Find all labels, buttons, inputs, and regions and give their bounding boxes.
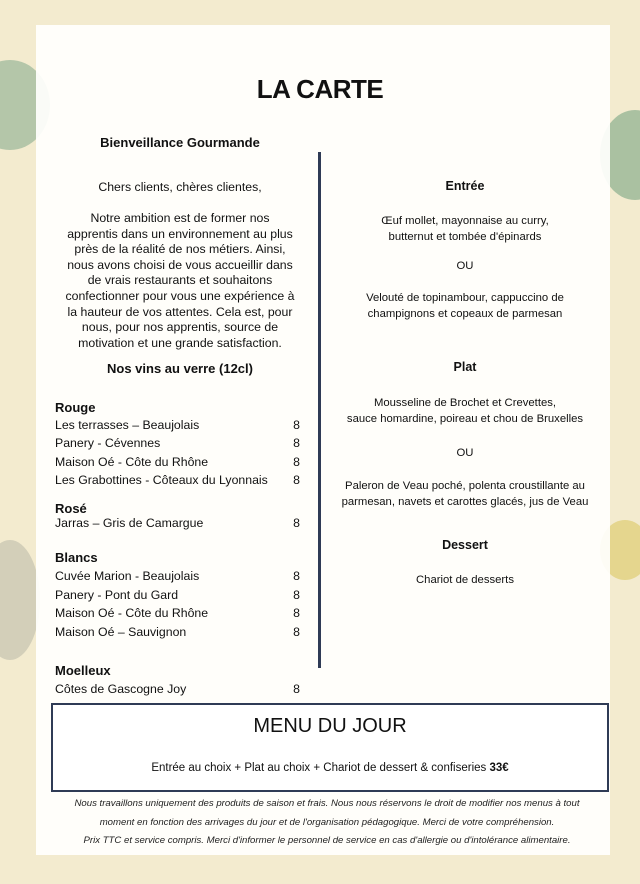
footer-line-3: Prix TTC et service compris. Merci d'informer le personnel de service en cas d'allergie ou d'intolérance alimentaire. — [83, 835, 571, 846]
wine-item — [55, 473, 300, 487]
or-separator: OU — [456, 260, 474, 272]
dessert-heading: Dessert — [442, 538, 488, 552]
wine-item — [55, 455, 300, 469]
menu-du-jour-title: MENU DU JOUR — [253, 715, 407, 737]
wine-price: 8 — [293, 587, 300, 602]
plat-option-2: Paleron de Veau poché, polenta croustillante au parmesan, navets et carottes glacés, jus de Veau — [341, 480, 589, 508]
wine-name: Maison Oé - Côte du Rhône — [55, 454, 209, 469]
wine-price: 8 — [293, 516, 300, 530]
wine-price: 8 — [293, 472, 300, 487]
wine-name: Maison Oé - Côte du Rhône — [55, 606, 209, 620]
menu-du-jour-text: Entrée au choix + Plat au choix + Chariot de dessert & confiseries — [151, 762, 487, 774]
menu-du-jour-price: 33€ — [489, 762, 509, 774]
plat-option-1: Mousseline de Brochet et Crevettes, sauce homardine, poireau et chou de Bruxelles — [346, 397, 584, 425]
wine-item — [55, 606, 300, 620]
page-title: LA CARTE — [256, 74, 384, 104]
footer-line-2: moment en fonction des arrivages du jour et de l'organisation pédagogique. Merci de votre compréhension. — [99, 817, 555, 828]
or-separator: OU — [456, 447, 474, 459]
footer-line-1: Nous travaillons uniquement des produits de saison et frais. Nous nous réservons le droit de modifier nos menus à tout — [74, 798, 580, 809]
wine-name: Les terrasses – Beaujolais — [55, 418, 200, 432]
intro-text: Notre ambition est de former nos apprentis dans un environnement au plus près de la réalité de nos métiers. Ainsi, nous avons choisi de vous accueillir dans de vrais restaurants et souhaitons confectionner pour vous une expérience à la hauteur de vos attentes. Cela est, pour nous, pour nos apprentis, source de motivation et une grande satisfaction. — [65, 211, 295, 350]
wine-category: Rouge — [55, 400, 96, 415]
plat-heading: Plat — [453, 360, 477, 374]
wine-item — [55, 418, 300, 432]
wine-name: Cuvée Marion - Beaujolais — [55, 569, 200, 583]
wine-price: 8 — [293, 624, 300, 639]
wines-heading: Nos vins au verre (12cl) — [107, 361, 253, 376]
wine-name: Panery - Pont du Gard — [55, 587, 179, 602]
dessert-option: Chariot de desserts — [416, 574, 514, 586]
welcome-heading: Bienveillance Gourmande — [100, 135, 260, 150]
wine-price: 8 — [293, 436, 300, 451]
wine-category: Blancs — [55, 550, 98, 565]
menu-du-jour-box — [51, 703, 609, 792]
entree-option-2: Velouté de topinambour, cappuccino de champignons et copeaux de parmesan — [366, 292, 564, 320]
wine-name: Panery - Cévennes — [55, 436, 161, 451]
menu-du-jour-description — [53, 762, 607, 774]
wine-price: 8 — [293, 606, 300, 620]
wine-price: 8 — [293, 682, 300, 696]
wine-price: 8 — [293, 569, 300, 583]
wine-price: 8 — [293, 418, 300, 432]
wine-item — [55, 588, 300, 602]
wine-price: 8 — [293, 454, 300, 469]
entree-heading: Entrée — [445, 179, 485, 193]
vegetable-illustration — [0, 540, 40, 660]
wine-item — [55, 625, 300, 639]
wine-item — [55, 682, 300, 696]
wine-name: Jarras – Gris de Camargue — [55, 516, 204, 530]
wine-name: Les Grabottines - Côteaux du Lyonnais — [55, 472, 268, 487]
wine-category: Moelleux — [55, 663, 111, 678]
wine-category: Rosé — [55, 501, 87, 516]
wine-item — [55, 569, 300, 583]
entree-option-1: Œuf mollet, mayonnaise au curry, butternut et tombée d'épinards — [381, 215, 549, 243]
column-divider — [318, 152, 321, 668]
wine-name: Côtes de Gascogne Joy — [55, 682, 187, 696]
greeting: Chers clients, chères clientes, — [98, 180, 262, 194]
wine-item — [55, 436, 300, 450]
wine-item — [55, 516, 300, 530]
wine-name: Maison Oé – Sauvignon — [55, 624, 187, 639]
